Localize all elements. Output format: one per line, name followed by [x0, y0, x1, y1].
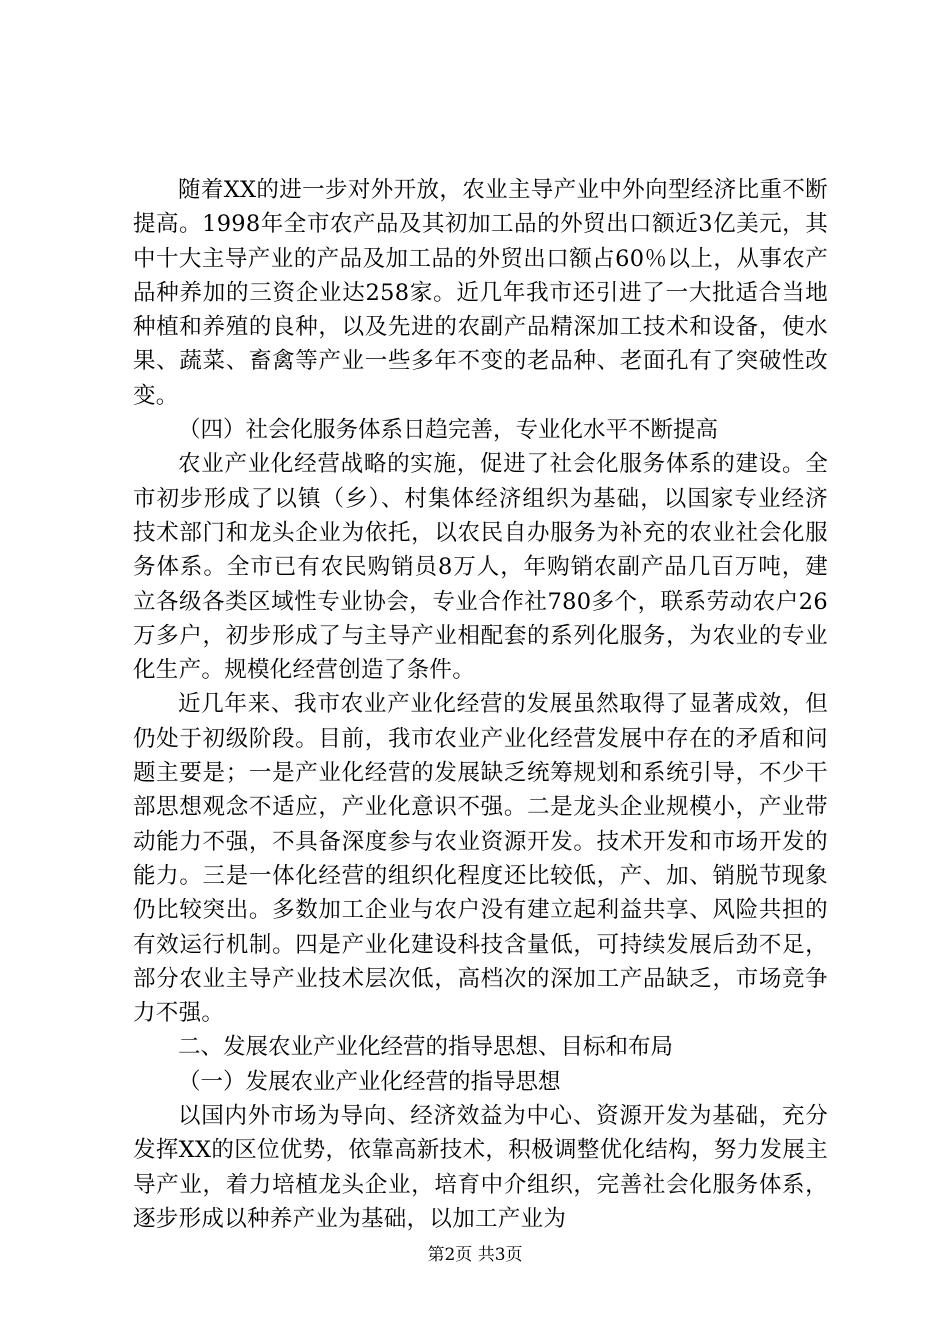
- paragraph-guiding-thought: 以国内外市场为导向、经济效益为中心、资源开发为基础，充分发挥XX的区位优势，依靠高新技术，积极调整优化结构，努力发展主导产业，着力培植龙头企业，培育中介组织，完善社会化服务体系，逐步形成以种养产业为基础，以加工产业为: [133, 1103, 828, 1232]
- section-heading-service-system: （四）社会化服务体系日趋完善，专业化水平不断提高: [178, 417, 719, 444]
- document-body: [133, 173, 828, 1236]
- paragraph-problems: 近几年来、我市农业产业化经营的发展虽然取得了显著成效，但仍处于初级阶段。目前，我市农业产业化经营发展中存在的矛盾和问题主要是；一是产业化经营的发展缺乏统筹规划和系统引导，不少干部思想观念不适应，产业化意识不强。二是龙头企业规模小，产业带动能力不强，不具备深度参与农业资源开发。技术开发和市场开发的能力。三是一体化经营的组织化程度还比较低，产、加、销脱节现象仍比较突出。多数加工企业与农户没有建立起利益共享、风险共担的有效运行机制。四是产业化建设科技含量低，可持续发展后劲不足，部分农业主导产业技术层次低，高档次的深加工产品缺乏，市场竞争力不强。: [133, 691, 828, 1027]
- paragraph-foreign-trade: 随着XX的进一步对外开放，农业主导产业中外向型经济比重不断提高。1998年全市农产品及其初加工品的外贸出口额近3亿美元，其中十大主导产业的产品及加工品的外贸出口额占60％以上，从事农产品种养加的三资企业达258家。近几年我市还引进了一大批适合当地种植和养殖的良种，以及先进的农副产品精深加工技术和设备，使水果、蔬菜、畜禽等产业一些多年不变的老品种、老面孔有了突破性改变。: [133, 177, 828, 409]
- page-number-footer: 第2页 共3页: [427, 1245, 523, 1265]
- subsection-heading-guiding-thought: （一）发展农业产业化经营的指导思想: [178, 1068, 561, 1095]
- paragraph-service-system: 农业产业化经营战略的实施，促进了社会化服务体系的建设。全市初步形成了以镇（乡）、村集体经济组织为基础，以国家专业经济技术部门和龙头企业为依托，以农民自办服务为补充的农业社会化服务体系。全市已有农民购销员8万人，年购销农副产品几百万吨，建立各级各类区域性专业协会，专业合作社780多个，联系劳动农户26万多户，初步形成了与主导产业相配套的系列化服务，为农业的专业化生产。规模化经营创造了条件。: [133, 451, 828, 684]
- section-heading-guiding-thought: 二、发展农业产业化经营的指导思想、目标和布局: [178, 1034, 674, 1061]
